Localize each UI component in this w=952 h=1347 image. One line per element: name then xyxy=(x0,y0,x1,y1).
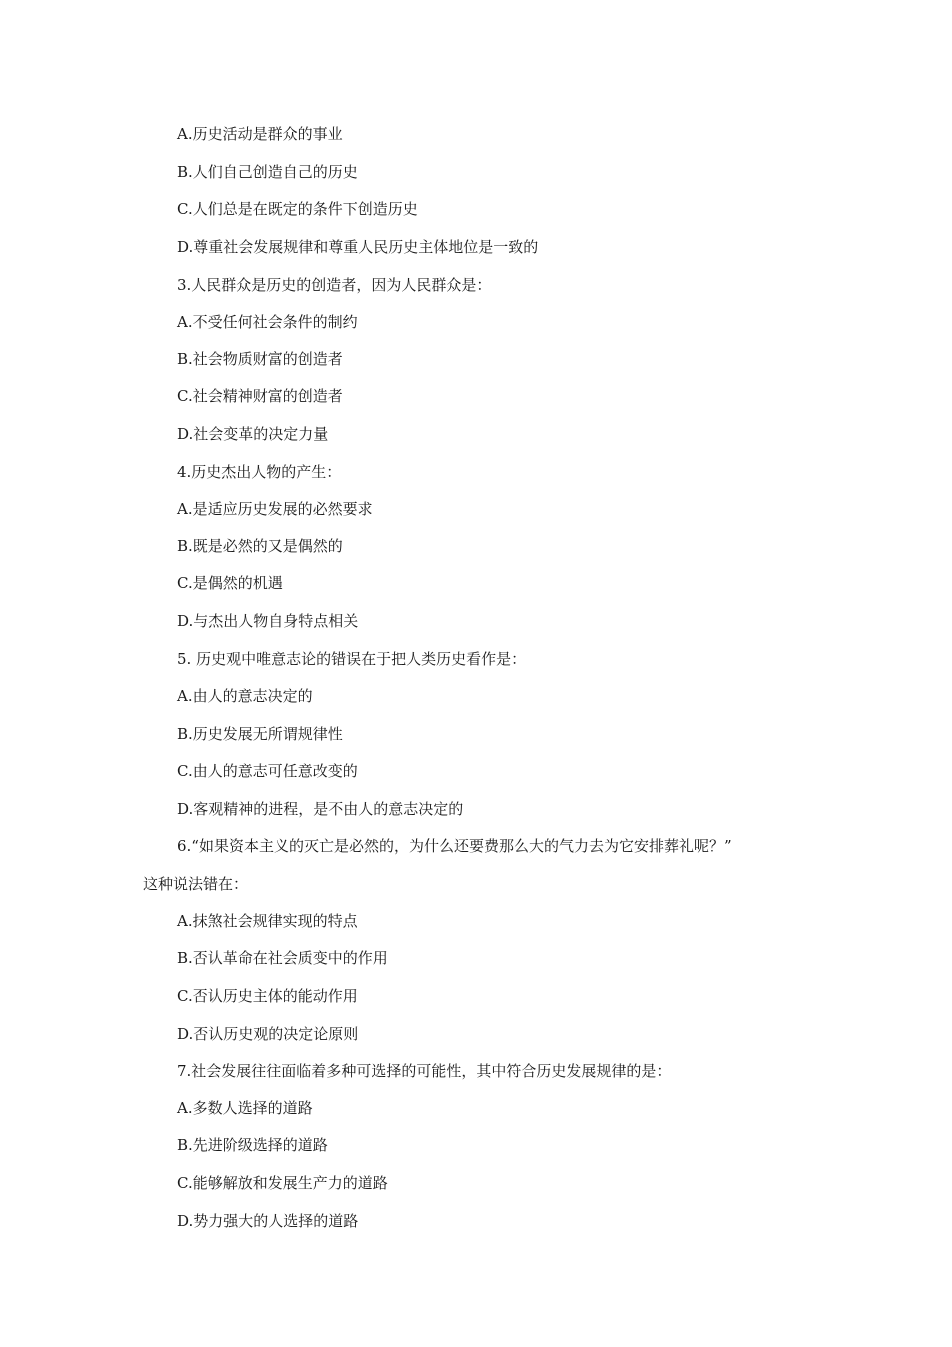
option-line: A.多数人选择的道路 xyxy=(177,1099,313,1117)
option-line: D.社会变革的决定力量 xyxy=(177,425,329,443)
option-line: C.否认历史主体的能动作用 xyxy=(177,987,358,1005)
option-line: A.抹煞社会规律实现的特点 xyxy=(177,912,358,930)
option-line: C.由人的意志可任意改变的 xyxy=(177,762,358,780)
option-line: B.人们自己创造自己的历史 xyxy=(177,163,358,181)
question-line: 7.社会发展往往面临着多种可选择的可能性，其中符合历史发展规律的是： xyxy=(177,1062,672,1080)
option-line: A.历史活动是群众的事业 xyxy=(177,125,343,143)
option-line: D.否认历史观的决定论原则 xyxy=(177,1025,359,1043)
option-line: B.先进阶级选择的道路 xyxy=(177,1136,328,1154)
question-line: 6.“如果资本主义的灭亡是必然的，为什么还要费那么大的气力去为它安排葬礼呢？” xyxy=(177,837,732,855)
question-line: 3.人民群众是历史的创造者，因为人民群众是： xyxy=(177,276,492,294)
option-line: B.社会物质财富的创造者 xyxy=(177,350,343,368)
option-line: C.能够解放和发展生产力的道路 xyxy=(177,1174,388,1192)
option-line: B.否认革命在社会质变中的作用 xyxy=(177,949,388,967)
question-line: 4.历史杰出人物的产生： xyxy=(177,463,342,481)
option-line: A.是适应历史发展的必然要求 xyxy=(177,500,373,518)
option-line: A.不受任何社会条件的制约 xyxy=(177,313,358,331)
option-line: B.既是必然的又是偶然的 xyxy=(177,537,343,555)
option-line: D.势力强大的人选择的道路 xyxy=(177,1212,359,1230)
question-continuation-line: 这种说法错在： xyxy=(143,875,249,893)
question-line: 5. 历史观中唯意志论的错误在于把人类历史看作是： xyxy=(177,650,527,668)
option-line: C.社会精神财富的创造者 xyxy=(177,387,343,405)
option-line: B.历史发展无所谓规律性 xyxy=(177,725,343,743)
option-line: D.客观精神的进程，是不由人的意志决定的 xyxy=(177,800,464,818)
option-line: D.与杰出人物自身特点相关 xyxy=(177,612,359,630)
option-line: D.尊重社会发展规律和尊重人民历史主体地位是一致的 xyxy=(177,238,539,256)
option-line: C.是偶然的机遇 xyxy=(177,574,283,592)
option-line: C.人们总是在既定的条件下创造历史 xyxy=(177,200,418,218)
option-line: A.由人的意志决定的 xyxy=(177,687,313,705)
